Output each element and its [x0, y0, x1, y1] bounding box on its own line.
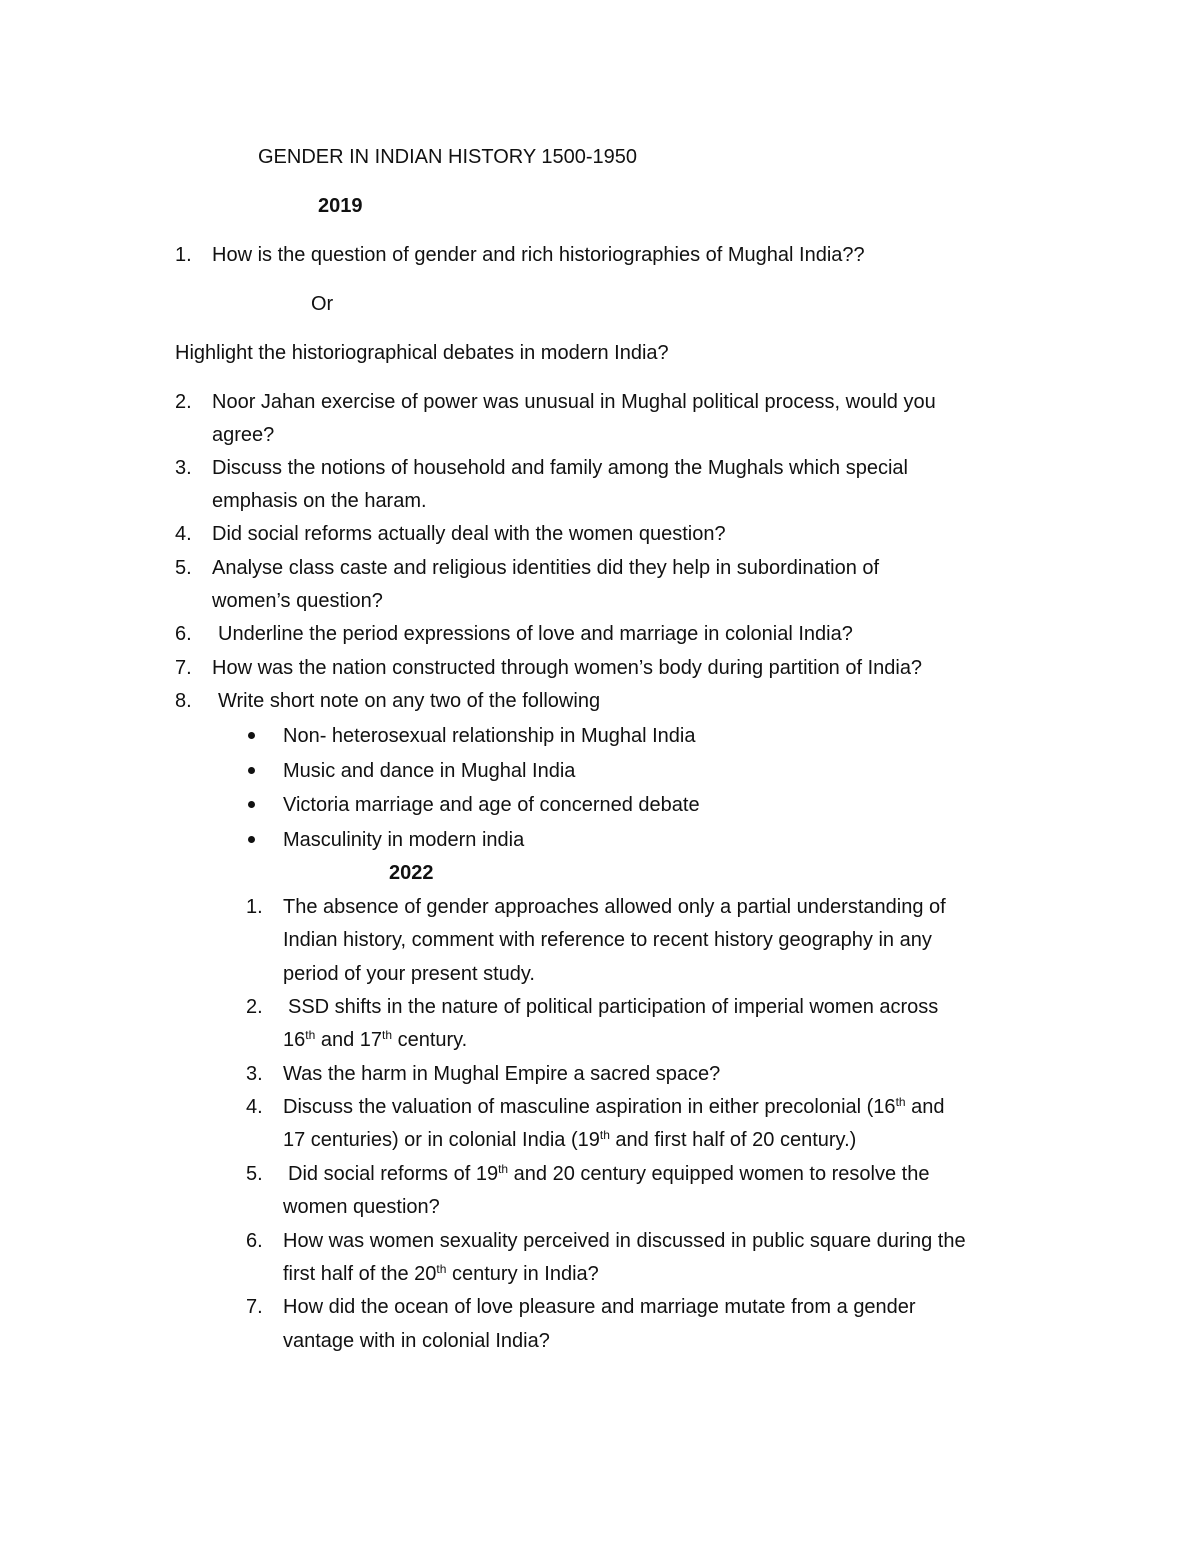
- question-number: 3.: [246, 1063, 263, 1085]
- question-2022-2-line2: 16th and 17th century.: [283, 1028, 468, 1051]
- bullet-item: Victoria marriage and age of concerned debate: [283, 794, 700, 816]
- question-number: 6.: [246, 1230, 263, 1252]
- question-2019-5-line2: women’s question?: [212, 590, 383, 612]
- question-2022-5-line1: Did social reforms of 19th and 20 century equipped women to resolve the: [288, 1162, 930, 1185]
- question-2022-3: Was the harm in Mughal Empire a sacred space?: [283, 1063, 721, 1085]
- question-2019-1-alternative: Highlight the historiographical debates in modern India?: [175, 342, 669, 364]
- question-number: 4.: [246, 1096, 263, 1118]
- question-2019-8: Write short note on any two of the following: [218, 690, 601, 712]
- question-number: 1.: [175, 244, 192, 266]
- question-2022-1-line2: Indian history, comment with reference to recent history geography in any: [283, 929, 932, 951]
- question-2019-3-line2: emphasis on the haram.: [212, 490, 427, 512]
- question-2019-4: Did social reforms actually deal with the women question?: [212, 523, 726, 545]
- question-2022-1-line1: The absence of gender approaches allowed only a partial understanding of: [283, 896, 946, 918]
- question-2022-6-line2: first half of the 20th century in India?: [283, 1262, 599, 1285]
- question-2022-4-line2: 17 centuries) or in colonial India (19th and first half of 20 century.): [283, 1128, 857, 1151]
- question-2022-1-line3: period of your present study.: [283, 963, 535, 985]
- question-2019-2-line2: agree?: [212, 424, 275, 446]
- bullet-item: Masculinity in modern india: [283, 829, 525, 851]
- bullet-icon: [248, 836, 255, 843]
- question-number: 2.: [246, 996, 263, 1018]
- question-2022-5-line2: women question?: [283, 1196, 440, 1218]
- question-2019-5-line1: Analyse class caste and religious identities did they help in subordination of: [212, 557, 880, 579]
- bullet-icon: [248, 801, 255, 808]
- question-number: 6.: [175, 623, 192, 645]
- question-2019-1: How is the question of gender and rich historiographies of Mughal India??: [212, 244, 865, 266]
- question-2019-7: How was the nation constructed through women’s body during partition of India?: [212, 657, 923, 679]
- year-heading-2019: 2019: [318, 195, 363, 217]
- question-number: 8.: [175, 690, 192, 712]
- question-2022-4-line1: Discuss the valuation of masculine aspiration in either precolonial (16th and: [283, 1095, 945, 1118]
- question-number: 5.: [246, 1163, 263, 1185]
- bullet-item: Music and dance in Mughal India: [283, 760, 576, 782]
- question-number: 2.: [175, 391, 192, 413]
- question-number: 3.: [175, 457, 192, 479]
- bullet-icon: [248, 767, 255, 774]
- document-title: GENDER IN INDIAN HISTORY 1500-1950: [258, 146, 638, 168]
- question-number: 4.: [175, 523, 192, 545]
- or-separator: Or: [311, 293, 334, 315]
- question-number: 5.: [175, 557, 192, 579]
- year-heading-2022: 2022: [389, 862, 434, 884]
- question-2022-6-line1: How was women sexuality perceived in discussed in public square during the: [283, 1230, 966, 1252]
- question-number: 1.: [246, 896, 263, 918]
- question-2022-7-line2: vantage with in colonial India?: [283, 1330, 550, 1352]
- question-number: 7.: [246, 1296, 263, 1318]
- bullet-item: Non- heterosexual relationship in Mughal India: [283, 725, 696, 747]
- question-2022-2-line1: SSD shifts in the nature of political participation of imperial women across: [288, 996, 939, 1018]
- question-2022-7-line1: How did the ocean of love pleasure and marriage mutate from a gender: [283, 1296, 916, 1318]
- question-2019-6: Underline the period expressions of love and marriage in colonial India?: [218, 623, 853, 645]
- question-number: 7.: [175, 657, 192, 679]
- bullet-icon: [248, 732, 255, 739]
- question-2019-3-line1: Discuss the notions of household and family among the Mughals which special: [212, 457, 908, 479]
- question-2019-2-line1: Noor Jahan exercise of power was unusual in Mughal political process, would you: [212, 391, 936, 413]
